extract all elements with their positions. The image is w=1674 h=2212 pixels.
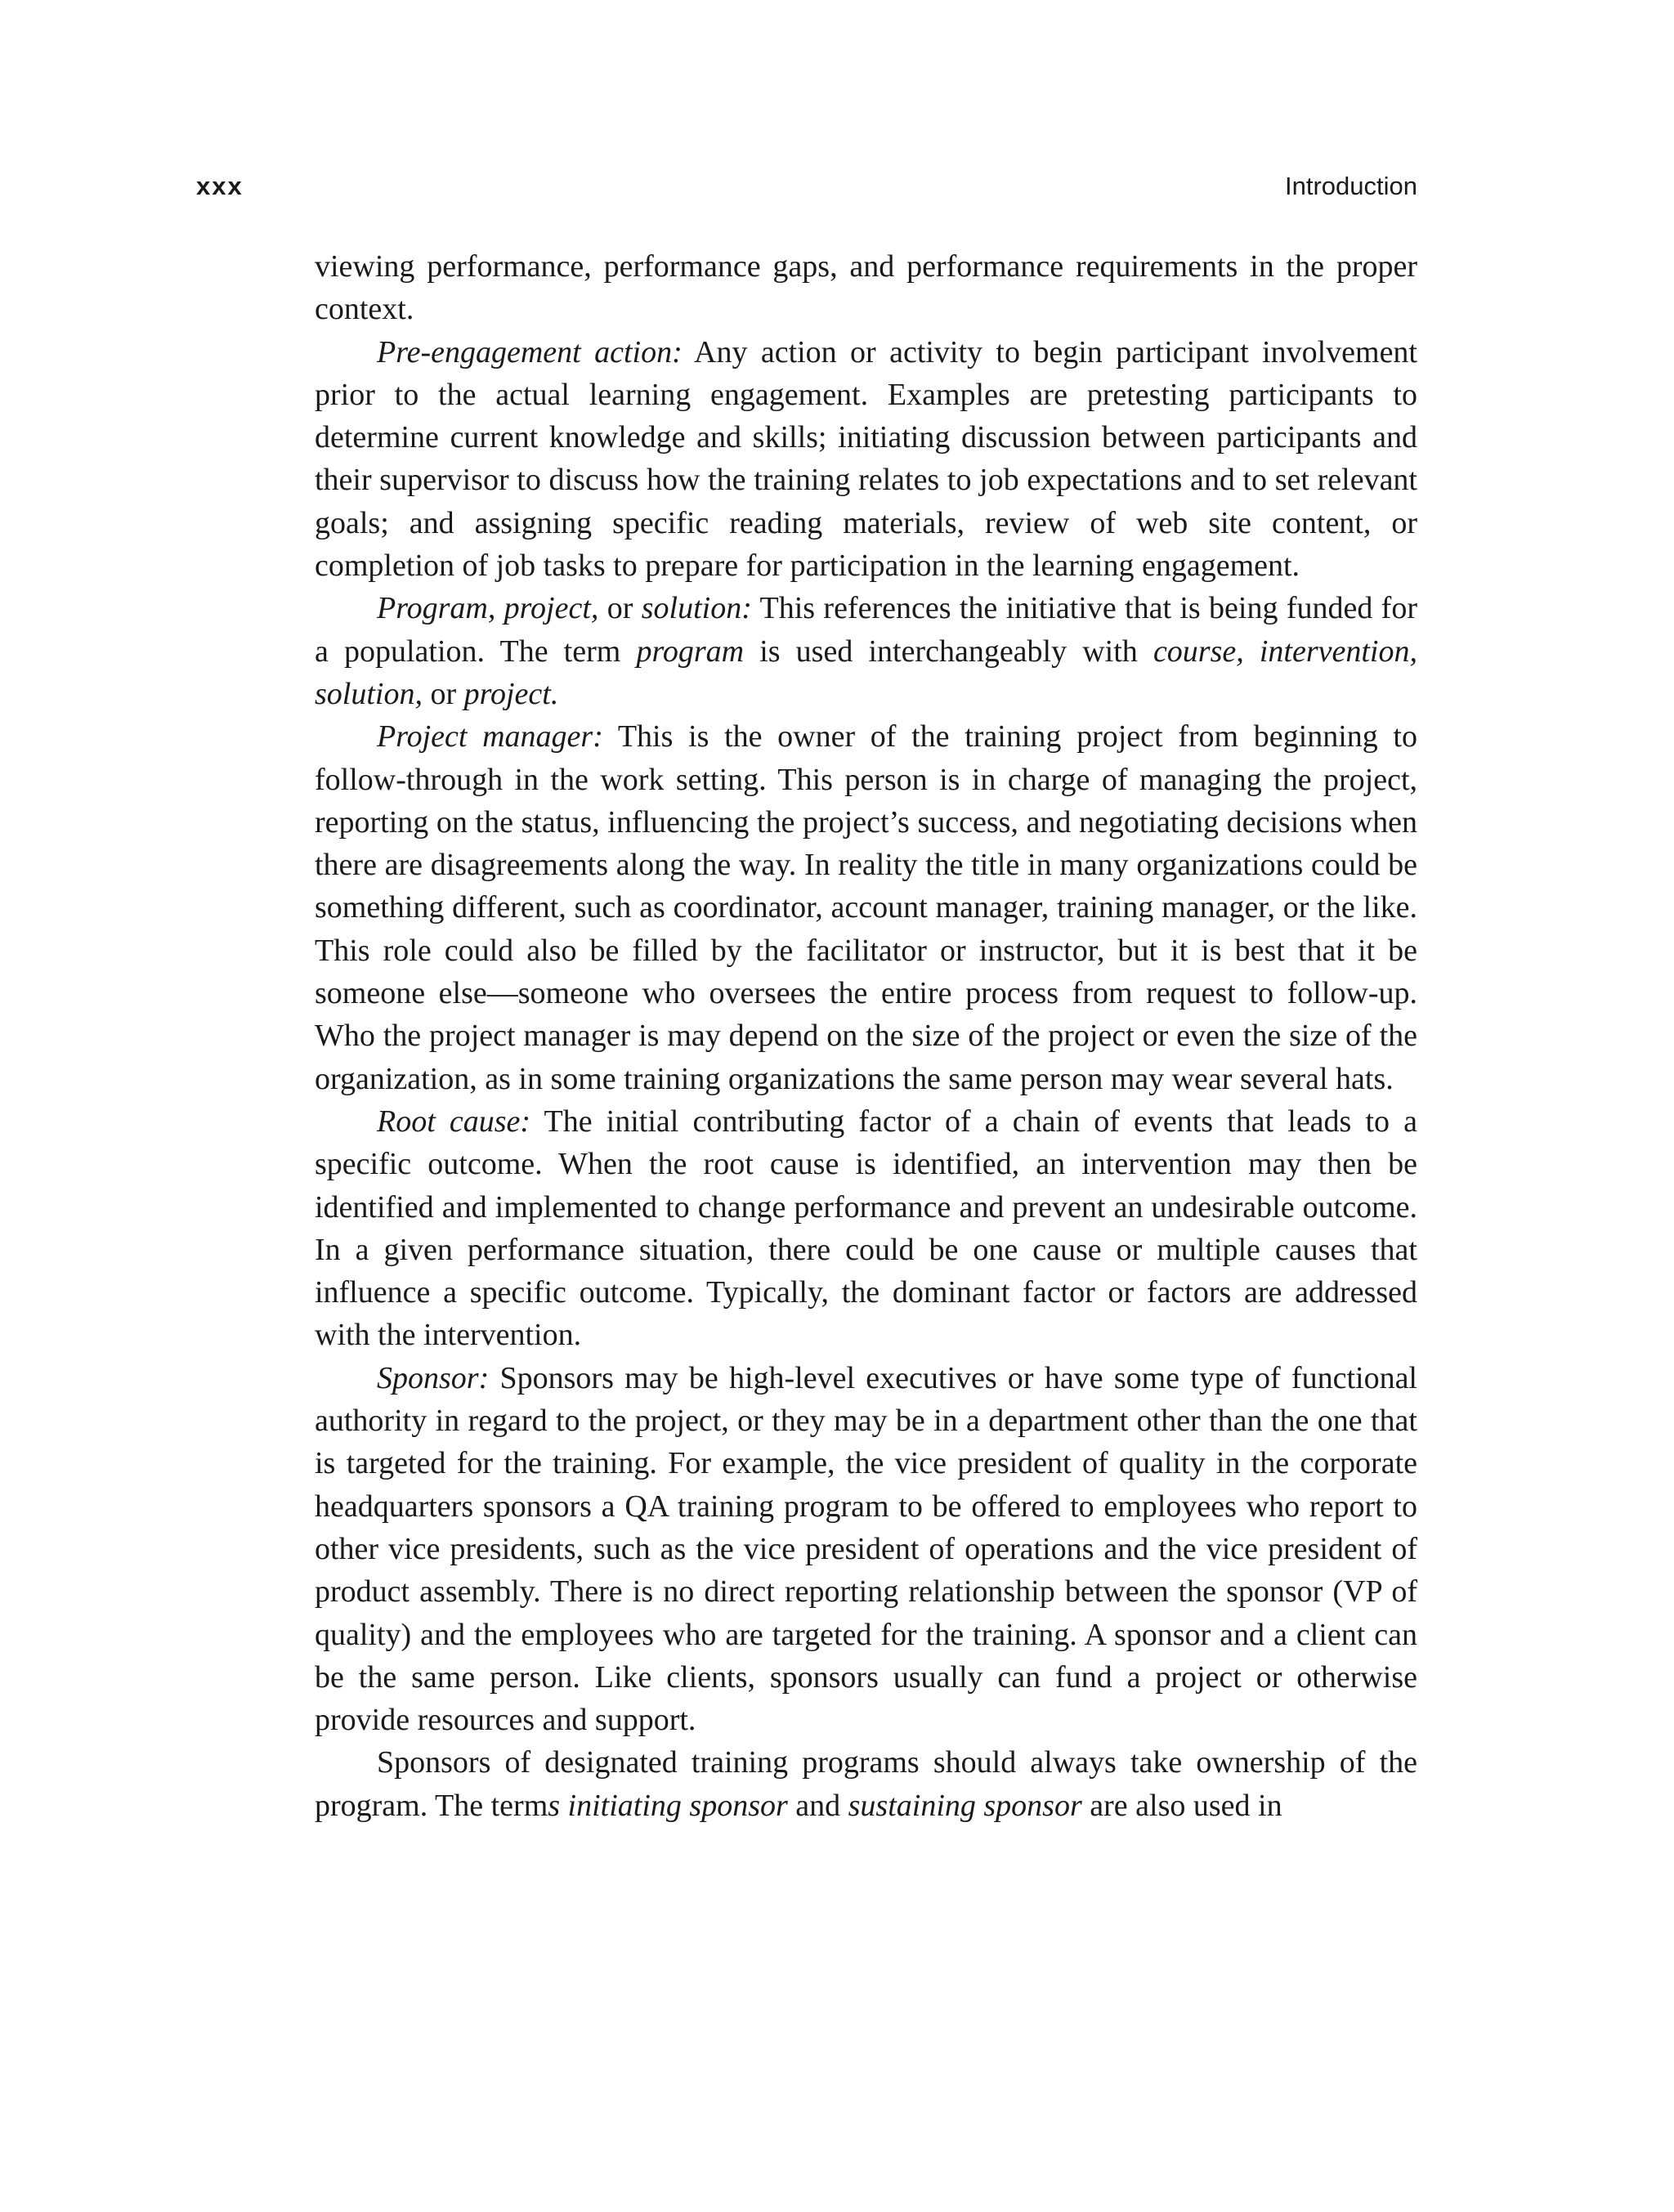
glossary-definition: The initial contributing factor of a chain of events that leads to a specific outcome. When the root cause is identified, an intervention may then be identified and implemented to change performance and prevent an undesirable outcome. In a given performance situation, there could be one cause or multiple causes that influence a specific outcome. Typically, the dominant factor or factors are addressed with the intervention. xyxy=(315,1104,1417,1353)
paragraph-sponsor xyxy=(315,1357,1417,1742)
glossary-term: Pre-engagement action: xyxy=(377,334,683,369)
emphasized-term: sustaining sponsor xyxy=(848,1788,1082,1823)
paragraph-sponsors-designated xyxy=(315,1741,1417,1827)
paragraph-project-manager xyxy=(315,715,1417,1100)
paragraph-continuation xyxy=(315,245,1417,331)
glossary-term: Root cause: xyxy=(377,1104,531,1139)
connector-text: or xyxy=(422,676,464,711)
page-number: xxx xyxy=(196,172,244,200)
section-title: Introduction xyxy=(1285,172,1417,200)
paragraph-pre-engagement-action xyxy=(315,331,1417,588)
emphasized-term: project. xyxy=(463,676,559,711)
glossary-definition: is used interchangeably with xyxy=(744,634,1153,669)
body-text xyxy=(315,245,1417,1827)
glossary-term: Program, project, xyxy=(377,591,599,626)
glossary-definition: Any action or activity to begin participant involvement prior to the actual learning engagement. Examples are pretesting participants to determine current knowledge and skills; initiating discussion between participants and their supervisor to discuss how the training relates to job expectations and to set relevant goals; and assigning specific reading materials, review of web site content, or completion of job tasks to prepare for participation in the learning engagement. xyxy=(315,334,1417,584)
connector-text: or xyxy=(598,591,642,626)
paragraph-text: viewing performance, performance gaps, and performance requirements in the proper context. xyxy=(315,249,1417,327)
running-head xyxy=(196,172,1417,208)
emphasized-term: s initiating sponsor xyxy=(548,1788,788,1823)
glossary-definition: This is the owner of the training project from beginning to follow-through in the work setting. This person is in charge of managing the project, reporting on the status, influencing the project’s success, and negotiating decisions when there are disagreements along the way. In reality the title in many organizations could be something different, such as coordinator, account manager, training manager, or the like. This role could also be filled by the facilitator or instructor, but it is best that it be someone else—someone who oversees the entire process from request to follow-up. Who the project manager is may depend on the size of the project or even the size of the organization, as in some training organizations the same person may wear several hats. xyxy=(315,719,1417,1096)
paragraph-text: Sponsors of designated training programs should always take ownership of the program. The term xyxy=(315,1745,1417,1823)
glossary-term: Project manager: xyxy=(377,719,603,754)
glossary-definition: Sponsors may be high-level executives or have some type of functional authority in regard to the project, or they may be in a department other than the one that is targeted for the training. For example, the vice president of quality in the corporate headquarters sponsors a QA training program to be offered to employees who report to other vice presidents, such as the vice president of operations and the vice president of product assembly. There is no direct reporting relationship between the sponsor (VP of quality) and the employees who are targeted for the training. A sponsor and a client can be the same person. Like clients, sponsors usually can fund a project or otherwise provide resources and support. xyxy=(315,1360,1417,1738)
glossary-term: Sponsor: xyxy=(377,1360,490,1395)
paragraph-text: are also used in xyxy=(1081,1788,1282,1823)
glossary-term: solution: xyxy=(641,591,752,626)
paragraph-text: and xyxy=(787,1788,848,1823)
emphasized-term: program xyxy=(636,634,745,669)
paragraph-root-cause xyxy=(315,1100,1417,1357)
emphasized-term: course, intervention, solution, xyxy=(315,634,1417,711)
glossary-definition: This references the initiative that is being funded for a population. The term xyxy=(315,591,1417,669)
paragraph-program-project-solution xyxy=(315,587,1417,715)
